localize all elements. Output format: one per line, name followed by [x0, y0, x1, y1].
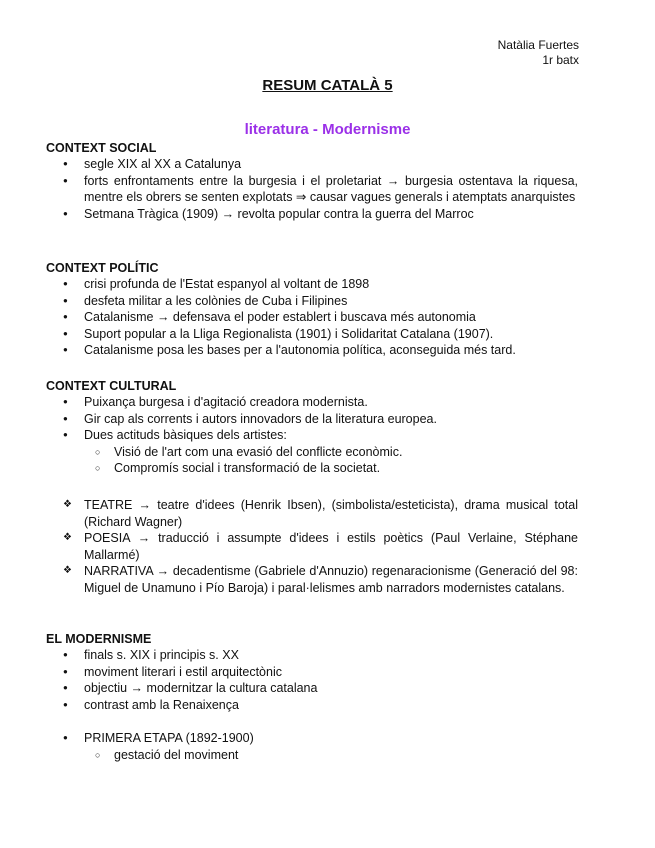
genre-item-narrativa: ❖ NARRATIVA → decadentisme (Gabriele d'Annuzio) regenaracionisme (Generació del 98: Miguel de Unamuno i Pío Baroja) i paral·lelismes amb narradors modernistes catalans.: [46, 563, 578, 596]
list-item: ● segle XIX al XX a Catalunya: [46, 156, 578, 173]
bullet-list: [46, 156, 578, 222]
document-subtitle: literatura - Modernisme: [244, 121, 411, 138]
section-context-politic: [46, 260, 578, 359]
list-item: ● forts enfrontaments entre la burgesia i el proletariat → burgesia ostentava la riquesa, mentre els obrers se senten explotats ⇒ causar vagues generals i atemptats anarquistes: [46, 173, 578, 206]
sub-list-item: ○ Visió de l'art com una evasió del conflicte econòmic.: [46, 444, 578, 461]
list-item: ● objectiu → modernitzar la cultura catalana: [46, 680, 578, 697]
stage-item: ● PRIMERA ETAPA (1892-1900): [46, 730, 578, 747]
list-item: ● contrast amb la Renaixença: [46, 697, 578, 714]
section-context-social: [46, 140, 578, 222]
section-modernisme: [46, 631, 578, 764]
sub-list-item: ○ Compromís social i transformació de la societat.: [46, 460, 578, 477]
section-heading: CONTEXT POLÍTIC: [46, 261, 159, 275]
section-genres: [46, 497, 578, 597]
list-item: ● Dues actituds bàsiques dels artistes:: [46, 427, 578, 444]
document-title: RESUM CATALÀ 5: [262, 77, 393, 94]
author-course: 1r batx: [542, 53, 579, 67]
diamond-list: [46, 497, 578, 597]
genre-item-teatre: ❖ TEATRE → teatre d'idees (Henrik Ibsen), (simbolista/esteticista), drama musical total (Richard Wagner): [46, 497, 578, 530]
bullet-list: [46, 394, 578, 477]
section-heading: CONTEXT CULTURAL: [46, 379, 177, 393]
list-item: ● finals s. XIX i principis s. XX: [46, 647, 578, 664]
list-item: ● Puixança burgesa i d'agitació creadora modernista.: [46, 394, 578, 411]
stage-list: [46, 730, 578, 763]
section-heading: CONTEXT SOCIAL: [46, 141, 157, 155]
author-name: Natàlia Fuertes: [497, 38, 579, 52]
stage-sub-item: ○ gestació del moviment: [46, 747, 578, 764]
list-item: ● desfeta militar a les colònies de Cuba i Filipines: [46, 293, 578, 310]
list-item: ● Setmana Tràgica (1909) → revolta popular contra la guerra del Marroc: [46, 206, 578, 223]
section-context-cultural: [46, 378, 578, 477]
section-heading: EL MODERNISME: [46, 632, 152, 646]
bullet-list: [46, 276, 578, 359]
list-item: ● Catalanisme → defensava el poder establert i buscava més autonomia: [46, 309, 578, 326]
genre-item-poesia: ❖ POESIA → traducció i assumpte d'idees i estils poètics (Paul Verlaine, Stéphane Mallarmé): [46, 530, 578, 563]
list-item: ● moviment literari i estil arquitectònic: [46, 664, 578, 681]
list-item: ● crisi profunda de l'Estat espanyol al voltant de 1898: [46, 276, 578, 293]
author-block: [498, 38, 579, 68]
bullet-list: [46, 647, 578, 713]
list-item: ● Catalanisme posa les bases per a l'autonomia política, aconseguida més tard.: [46, 342, 578, 359]
list-item: ● Suport popular a la Lliga Regionalista (1901) i Solidaritat Catalana (1907).: [46, 326, 578, 343]
list-item: ● Gir cap als corrents i autors innovadors de la literatura europea.: [46, 411, 578, 428]
